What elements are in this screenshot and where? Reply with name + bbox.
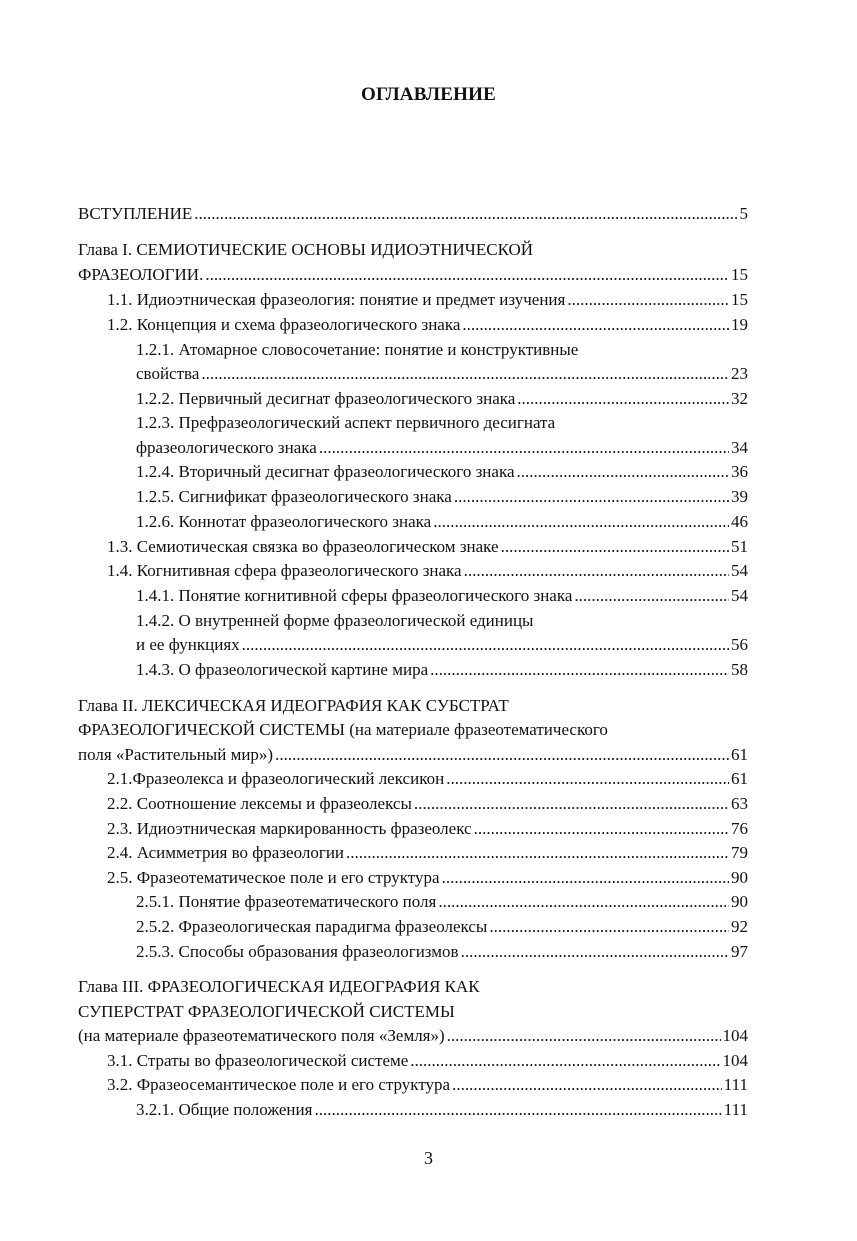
toc-entry[interactable]: фразеологического знака ..... 34 [136,436,748,460]
toc-entry[interactable]: 2.3. Идиоэтническая маркированность фразеолекс ..... 76 [107,817,748,841]
toc-entry-line: 1.2.1. Атомарное словосочетание: понятие и конструктивные [136,340,579,359]
toc-entry[interactable]: поля «Растительный мир») ..... 61 [78,743,748,767]
toc-entry[interactable]: свойства ..... 23 [136,362,748,386]
toc-entry-line: 1.4.2. О внутренней форме фразеологической единицы [136,611,534,630]
toc-entry[interactable]: 1.4. Когнитивная сфера фразеологического знака ..... 54 [107,559,748,583]
toc-entry[interactable]: 1.2.6. Коннотат фразеологического знака ..... 46 [136,510,748,534]
toc-chapter-heading: ФРАЗЕОЛОГИЧЕСКОЙ СИСТЕМЫ (на материале фразеотематического [78,720,608,739]
toc-entry[interactable]: (на материале фразеотематического поля «Земля») ..... 104 [78,1024,748,1048]
toc-chapter-heading: Глава I. СЕМИОТИЧЕСКИЕ ОСНОВЫ ИДИОЭТНИЧЕСКОЙ [78,240,534,259]
toc-entry[interactable]: 1.2.4. Вторичный десигнат фразеологического знака ..... 36 [136,460,748,484]
toc-entry[interactable]: 1.2.2. Первичный десигнат фразеологического знака ..... 32 [136,387,748,411]
toc-entry[interactable]: 1.1. Идиоэтническая фразеология: понятие и предмет изучения ..... 15 [107,288,748,312]
toc-entry[interactable]: 2.2. Соотношение лексемы и фразеолексы ..... 63 [107,792,748,816]
toc-chapter-heading: Глава II. ЛЕКСИЧЕСКАЯ ИДЕОГРАФИЯ КАК СУБСТРАТ [78,696,509,715]
toc-entry[interactable]: 2.5.2. Фразеологическая парадигма фразеолексы ..... 92 [136,915,748,939]
page-number: 3 [424,1148,433,1168]
toc-entry-line: 1.2.3. Префразеологический аспект первичного десигната [136,413,556,432]
toc-entry[interactable]: 1.2.5. Сигнификат фразеологического знака ..... 39 [136,485,748,509]
toc-entry[interactable]: 1.4.1. Понятие когнитивной сферы фразеологического знака ..... 54 [136,584,748,608]
toc-entry[interactable]: 1.4.3. О фразеологической картине мира ..... 58 [136,658,748,682]
toc-entry[interactable]: 2.5.3. Способы образования фразеологизмов ..... 97 [136,940,748,964]
toc-chapter-heading: Глава III. ФРАЗЕОЛОГИЧЕСКАЯ ИДЕОГРАФИЯ КАК [78,977,480,996]
toc-entry[interactable]: 2.5. Фразеотематическое поле и его структура ..... 90 [107,866,748,890]
toc-entry[interactable]: 1.2. Концепция и схема фразеологического знака ..... 19 [107,313,748,337]
toc-entry[interactable]: 2.1.Фразеолекса и фразеологический лексикон ..... 61 [107,767,748,791]
toc-entry[interactable]: ВСТУПЛЕНИЕ ..... 5 [78,202,748,226]
toc-entry[interactable]: 2.4. Асимметрия во фразеологии ..... 79 [107,841,748,865]
toc-chapter-heading: СУПЕРСТРАТ ФРАЗЕОЛОГИЧЕСКОЙ СИСТЕМЫ [78,1002,455,1021]
toc-entry[interactable]: 3.2. Фразеосемантическое поле и его структура ..... 111 [107,1073,748,1097]
toc-entry[interactable]: ФРАЗЕОЛОГИИ. ..... 15 [78,263,748,287]
toc-entry[interactable]: 3.1. Страты во фразеологической системе ..... 104 [107,1049,748,1073]
toc-entry[interactable]: 3.2.1. Общие положения ..... 111 [136,1098,748,1122]
toc-entry[interactable]: 1.3. Семиотическая связка во фразеологическом знаке ..... 51 [107,535,748,559]
page-title: ОГЛАВЛЕНИЕ [361,84,496,105]
toc-entry[interactable]: и ее функциях ..... 56 [136,633,748,657]
toc-entry[interactable]: 2.5.1. Понятие фразеотематического поля ..... 90 [136,890,748,914]
